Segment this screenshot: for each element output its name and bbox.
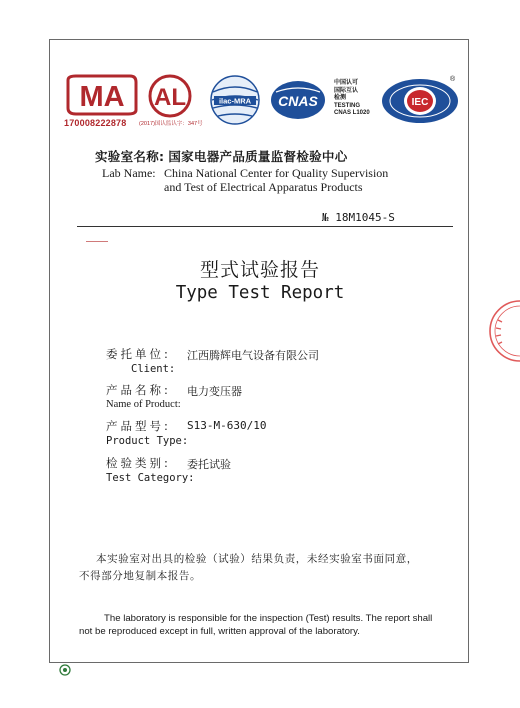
iec-logo [380, 76, 464, 126]
product-type-label-en: Product Type: [106, 435, 189, 447]
cnas-note-line: TESTING [334, 102, 361, 109]
footer-seal-icon [59, 664, 71, 676]
product-type-value: S13-M-630/10 [187, 419, 267, 432]
report-number: № 18M1045-S [322, 211, 395, 224]
test-category-label-en: Test Category: [106, 472, 195, 484]
report-title-en: Type Test Report [175, 283, 345, 303]
cma-logo [64, 74, 140, 116]
cnas-note-line: 国际互认 [334, 87, 359, 94]
product-name-label-en: Name of Product: [106, 399, 181, 410]
cnas-logo [270, 80, 326, 120]
client-value: 江西腾辉电气设备有限公司 [187, 349, 319, 362]
lab-name-en-line2: and Test of Electrical Apparatus Products [164, 180, 363, 194]
red-stamp-partial [486, 298, 520, 364]
test-category-value: 委托试验 [187, 458, 231, 471]
notice-en-line1: The laboratory is responsible for the inspection (Test) results. The report shall [104, 613, 433, 624]
lab-name-cn [95, 147, 348, 165]
client-label-en: Client: [131, 363, 176, 375]
cnas-note-line: 检测 [334, 95, 347, 102]
al-logo [146, 74, 194, 120]
cnas-note-line: 中国认可 [334, 80, 359, 86]
cnas-note [334, 80, 370, 118]
report-title-cn: 型式试验报告 [199, 259, 320, 281]
cma-number: 170008222878 [64, 118, 127, 128]
lab-label-en: Lab Name: [102, 166, 156, 180]
red-mark [86, 241, 108, 242]
registered-mark: ® [450, 76, 456, 83]
product-name-value: 电力变压器 [187, 385, 242, 398]
notice-cn-line2: 不得部分地复制本报告。 [79, 570, 202, 582]
ilac-logo-text: ilac-MRA [218, 96, 252, 106]
divider-line [77, 226, 453, 227]
notice-cn-line1: 本实验室对出具的检验（试验）结果负责，未经实验室书面同意， [96, 553, 418, 565]
ilac-mra-logo [208, 74, 262, 126]
lab-value-cn: 国家电器产品质量监督检验中心 [168, 149, 348, 164]
al-logo-text: AL [154, 84, 186, 111]
client-label-cn: 委托单位: [106, 347, 171, 361]
lab-label-cn: 实验室名称: [95, 149, 165, 164]
cma-logo-text: MA [79, 81, 125, 113]
cnas-note-line: CNAS L1020 [334, 110, 370, 117]
notice-en-line2: not be reproduced except in full, written approval of the laboratory. [79, 626, 360, 637]
test-category-label-cn: 检验类别: [106, 456, 171, 470]
iec-logo-text: IEC [411, 97, 429, 108]
product-name-label-cn: 产品名称: [106, 383, 171, 397]
lab-name-en-line1: China National Center for Quality Supervision [164, 166, 389, 180]
product-type-label-cn: 产品型号: [106, 419, 171, 433]
cnas-logo-text: CNAS [278, 93, 318, 109]
al-note: (2017)国认监认字：347号 [139, 121, 203, 127]
